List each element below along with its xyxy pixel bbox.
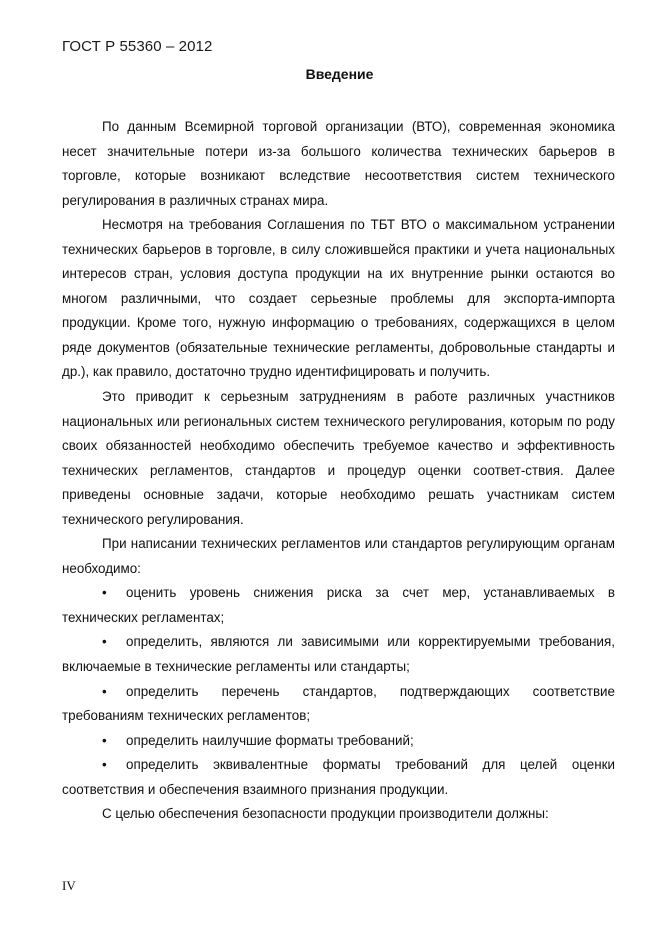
paragraph-4: При написании технических регламентов или стандартов регулирующим органам необходимо: (62, 536, 615, 576)
bullet-icon: • (102, 757, 107, 773)
paragraph-1: По данным Всемирной торговой организации (ВТО), современная экономика несет значительные потери из-за большого количества технических барьеров в торговле, которые возникают вследствие несоответствия систем технического регулирования в различных странах мира. (62, 119, 615, 208)
paragraph-3: Это приводит к серьезным затруднениям в работе различных участников национальных или региональных систем технического регулирования, которым по роду своих обязанностей необходимо обеспечить требуемое качество и эффективность технических регламентов, стандартов и процедур оценки соответ-ствия. Далее приведены основные задачи, которые необходимо решать участникам систем технического регулирования. (62, 389, 615, 527)
bullet-icon: • (102, 634, 107, 650)
document-code-header: ГОСТ Р 55360 – 2012 (62, 38, 213, 55)
list-item (62, 729, 615, 754)
list-item-text: оценить уровень снижения риска за счет мер, устанавливаемых в технических регламентах; (62, 585, 615, 625)
bullet-icon: • (102, 585, 107, 601)
section-title: Введение (305, 66, 374, 82)
bullet-icon: • (102, 732, 107, 748)
page-number: IV (62, 878, 76, 893)
list-item-text: определить наилучшие форматы требований; (126, 732, 414, 748)
closing-paragraph: С целью обеспечения безопасности продукции производители должны: (102, 806, 549, 822)
list-item (62, 581, 615, 630)
list-item-text: определить эквивалентные форматы требований для целей оценки соответствия и обеспечения взаимного признания продукции. (62, 757, 615, 797)
paragraph-2: Несмотря на требования Соглашения по ТБТ ВТО о максимальном устранении технических барьеров в торговле, в силу сложившейся практики и учета национальных интересов стран, условия доступа продукции на их внутренние рынки остаются во многом различными, что создает серьезные проблемы для экспорта-импорта продукции. Кроме того, нужную информацию о требованиях, содержащихся в целом ряде документов (обязательные технические регламенты, добровольные стандарты и др.), как правило, достаточно трудно идентифицировать и получить. (62, 217, 615, 380)
list-item-text: определить, являются ли зависимыми или корректируемыми требования, включаемые в технические регламенты или стандарты; (62, 634, 615, 675)
list-item (62, 753, 615, 802)
document-body (62, 115, 615, 827)
list-item-text: определить перечень стандартов, подтверждающих соответствие требованиям технических регламентов; (62, 683, 615, 724)
list-item (62, 630, 615, 679)
list-item (62, 680, 615, 729)
bullet-icon: • (102, 683, 107, 699)
